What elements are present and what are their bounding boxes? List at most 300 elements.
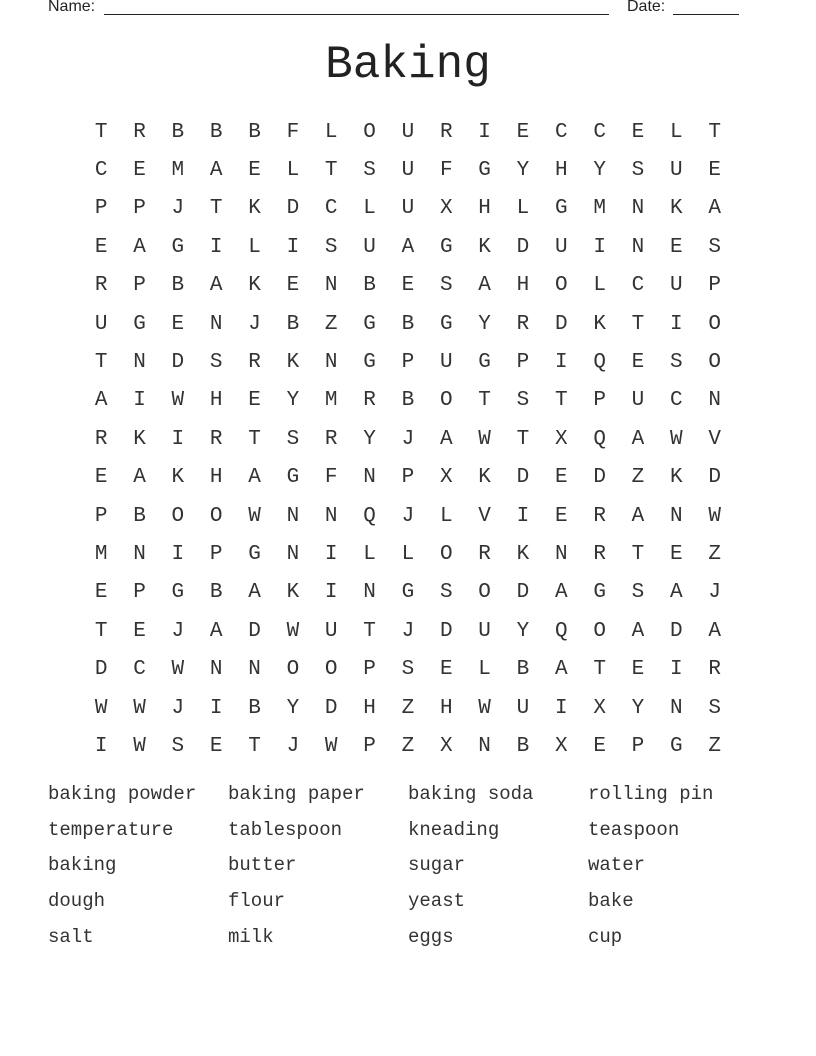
grid-letter[interactable]: Y: [363, 427, 376, 451]
grid-letter[interactable]: A: [209, 619, 223, 643]
grid-letter[interactable]: N: [631, 235, 645, 259]
grid-letter[interactable]: R: [363, 389, 376, 413]
grid-letter[interactable]: N: [133, 351, 146, 375]
grid-letter[interactable]: S: [631, 581, 645, 605]
grid-letter[interactable]: J: [401, 427, 415, 451]
grid-letter[interactable]: O: [478, 581, 491, 605]
grid-letter[interactable]: J: [248, 312, 261, 336]
grid-letter[interactable]: T: [478, 389, 491, 413]
grid-letter[interactable]: O: [593, 619, 606, 643]
grid-letter[interactable]: E: [248, 159, 261, 183]
grid-letter[interactable]: J: [708, 581, 721, 605]
grid-letter[interactable]: A: [248, 581, 261, 605]
grid-letter[interactable]: P: [133, 197, 146, 221]
grid-letter[interactable]: W: [133, 696, 146, 720]
grid-letter[interactable]: K: [286, 581, 300, 605]
grid-letter[interactable]: G: [363, 312, 376, 336]
grid-letter[interactable]: L: [670, 120, 683, 144]
grid-letter[interactable]: A: [631, 504, 645, 528]
grid-letter[interactable]: E: [133, 619, 146, 643]
grid-letter[interactable]: X: [554, 734, 568, 758]
grid-letter[interactable]: G: [554, 197, 568, 221]
grid-letter[interactable]: N: [670, 696, 683, 720]
grid-letter[interactable]: S: [516, 389, 530, 413]
grid-letter[interactable]: S: [708, 696, 721, 720]
grid-letter[interactable]: B: [209, 120, 223, 144]
grid-letter[interactable]: I: [478, 120, 491, 144]
grid-letter[interactable]: L: [324, 120, 338, 144]
grid-letter[interactable]: A: [554, 581, 568, 605]
grid-letter[interactable]: P: [133, 581, 146, 605]
grid-letter[interactable]: M: [324, 389, 338, 413]
grid-letter[interactable]: D: [554, 312, 568, 336]
grid-row: [82, 535, 734, 573]
grid-letter[interactable]: M: [94, 542, 108, 566]
grid-letter[interactable]: D: [516, 466, 530, 490]
grid-letter[interactable]: C: [554, 120, 568, 144]
grid-letter[interactable]: T: [94, 120, 108, 144]
grid-letter[interactable]: E: [554, 466, 568, 490]
grid-letter[interactable]: B: [363, 274, 376, 298]
word-list-item: flour: [228, 890, 286, 913]
grid-letter[interactable]: J: [171, 696, 185, 720]
grid-letter[interactable]: E: [133, 159, 146, 183]
grid-letter[interactable]: L: [286, 159, 300, 183]
grid-letter[interactable]: U: [439, 351, 453, 375]
grid-letter[interactable]: Q: [554, 619, 568, 643]
grid-letter[interactable]: R: [439, 120, 453, 144]
grid-letter[interactable]: A: [554, 658, 568, 682]
grid-letter[interactable]: R: [209, 427, 223, 451]
grid-letter[interactable]: N: [324, 274, 338, 298]
grid-letter[interactable]: S: [631, 159, 645, 183]
grid-letter[interactable]: D: [708, 466, 721, 490]
grid-letter[interactable]: T: [94, 351, 108, 375]
grid-letter[interactable]: U: [401, 197, 415, 221]
grid-letter[interactable]: D: [670, 619, 683, 643]
grid-letter[interactable]: S: [324, 235, 338, 259]
grid-letter[interactable]: U: [401, 159, 415, 183]
grid-letter[interactable]: N: [248, 658, 261, 682]
grid-letter[interactable]: E: [554, 504, 568, 528]
grid-letter[interactable]: G: [171, 235, 185, 259]
grid-letter[interactable]: H: [516, 274, 530, 298]
grid-letter[interactable]: L: [248, 235, 261, 259]
grid-letter[interactable]: R: [516, 312, 530, 336]
grid-letter[interactable]: N: [554, 542, 568, 566]
grid-letter[interactable]: B: [401, 389, 415, 413]
grid-letter[interactable]: I: [554, 351, 568, 375]
grid-letter[interactable]: M: [171, 159, 185, 183]
grid-letter[interactable]: K: [171, 466, 185, 490]
grid-letter[interactable]: E: [631, 351, 645, 375]
grid-letter[interactable]: N: [363, 581, 376, 605]
grid-letter[interactable]: L: [516, 197, 530, 221]
grid-letter[interactable]: X: [593, 696, 606, 720]
grid-letter[interactable]: W: [133, 734, 146, 758]
grid-letter[interactable]: O: [439, 389, 453, 413]
grid-letter[interactable]: U: [401, 120, 415, 144]
grid-letter[interactable]: A: [401, 235, 415, 259]
grid-letter[interactable]: W: [324, 734, 338, 758]
grid-letter[interactable]: G: [363, 351, 376, 375]
grid-letter[interactable]: W: [708, 504, 721, 528]
grid-letter[interactable]: V: [478, 504, 491, 528]
grid-letter[interactable]: S: [708, 235, 721, 259]
grid-letter[interactable]: A: [708, 197, 721, 221]
grid-letter[interactable]: W: [171, 389, 185, 413]
grid-letter[interactable]: C: [631, 274, 645, 298]
grid-letter[interactable]: L: [401, 542, 415, 566]
grid-letter[interactable]: E: [631, 120, 645, 144]
grid-letter[interactable]: O: [708, 312, 721, 336]
grid-letter[interactable]: B: [133, 504, 146, 528]
grid-row: [82, 727, 734, 765]
grid-letter[interactable]: Y: [478, 312, 491, 336]
grid-letter[interactable]: Y: [286, 389, 300, 413]
grid-letter[interactable]: Y: [593, 159, 606, 183]
grid-letter[interactable]: T: [209, 197, 223, 221]
grid-letter[interactable]: A: [478, 274, 491, 298]
grid-letter[interactable]: E: [670, 542, 683, 566]
grid-letter[interactable]: U: [554, 235, 568, 259]
grid-letter[interactable]: T: [363, 619, 376, 643]
grid-letter[interactable]: T: [516, 427, 530, 451]
grid-letter[interactable]: E: [171, 312, 185, 336]
grid-row: [82, 459, 734, 497]
grid-letter[interactable]: O: [439, 542, 453, 566]
grid-letter[interactable]: J: [401, 619, 415, 643]
grid-letter[interactable]: Y: [286, 696, 300, 720]
grid-letter[interactable]: C: [670, 389, 683, 413]
grid-letter[interactable]: B: [286, 312, 300, 336]
grid-letter[interactable]: D: [171, 351, 185, 375]
grid-letter[interactable]: B: [516, 734, 530, 758]
grid-letter[interactable]: Q: [593, 351, 606, 375]
grid-letter[interactable]: H: [209, 389, 223, 413]
grid-letter[interactable]: Y: [516, 619, 530, 643]
grid-letter[interactable]: T: [708, 120, 721, 144]
grid-letter[interactable]: A: [670, 581, 683, 605]
grid-letter[interactable]: N: [708, 389, 721, 413]
grid-letter[interactable]: S: [209, 351, 223, 375]
grid-letter[interactable]: W: [94, 696, 108, 720]
grid-letter[interactable]: R: [324, 427, 338, 451]
grid-letter[interactable]: I: [516, 504, 530, 528]
grid-letter[interactable]: S: [439, 581, 453, 605]
grid-letter[interactable]: K: [516, 542, 530, 566]
grid-letter[interactable]: H: [209, 466, 223, 490]
grid-letter[interactable]: E: [94, 466, 108, 490]
grid-letter[interactable]: D: [516, 581, 530, 605]
grid-letter[interactable]: T: [248, 427, 261, 451]
grid-letter[interactable]: G: [286, 466, 300, 490]
grid-letter[interactable]: I: [670, 312, 683, 336]
grid-letter[interactable]: B: [171, 120, 185, 144]
grid-letter[interactable]: I: [324, 581, 338, 605]
grid-letter[interactable]: N: [324, 351, 338, 375]
grid-letter[interactable]: P: [593, 389, 606, 413]
grid-letter[interactable]: Q: [363, 504, 376, 528]
grid-letter[interactable]: I: [324, 542, 338, 566]
grid-letter[interactable]: L: [593, 274, 606, 298]
grid-letter[interactable]: D: [593, 466, 606, 490]
grid-letter[interactable]: A: [708, 619, 721, 643]
grid-letter[interactable]: G: [439, 312, 453, 336]
grid-letter[interactable]: N: [286, 542, 300, 566]
grid-letter[interactable]: M: [593, 197, 606, 221]
grid-letter[interactable]: A: [631, 619, 645, 643]
grid-letter[interactable]: N: [286, 504, 300, 528]
grid-letter[interactable]: X: [439, 466, 453, 490]
grid-letter[interactable]: A: [209, 274, 223, 298]
grid-letter[interactable]: Z: [401, 696, 415, 720]
grid-letter[interactable]: R: [248, 351, 261, 375]
grid-letter[interactable]: A: [209, 159, 223, 183]
grid-letter[interactable]: D: [94, 658, 108, 682]
grid-letter[interactable]: I: [94, 734, 108, 758]
grid-letter[interactable]: I: [593, 235, 606, 259]
grid-letter[interactable]: X: [554, 427, 568, 451]
grid-letter[interactable]: W: [478, 696, 491, 720]
grid-letter[interactable]: G: [133, 312, 146, 336]
grid-letter[interactable]: R: [94, 427, 108, 451]
grid-letter[interactable]: C: [593, 120, 606, 144]
grid-letter[interactable]: I: [133, 389, 146, 413]
grid-letter[interactable]: I: [171, 427, 185, 451]
grid-letter[interactable]: C: [133, 658, 146, 682]
name-field-line[interactable]: [104, 0, 609, 15]
grid-letter[interactable]: L: [478, 658, 491, 682]
grid-letter[interactable]: G: [593, 581, 606, 605]
grid-letter[interactable]: E: [248, 389, 261, 413]
grid-letter[interactable]: D: [439, 619, 453, 643]
grid-letter[interactable]: O: [363, 120, 376, 144]
grid-letter[interactable]: N: [670, 504, 683, 528]
grid-letter[interactable]: P: [516, 351, 530, 375]
grid-letter[interactable]: D: [516, 235, 530, 259]
grid-letter[interactable]: E: [708, 159, 721, 183]
grid-letter[interactable]: P: [133, 274, 146, 298]
grid-letter[interactable]: U: [631, 389, 645, 413]
grid-letter[interactable]: N: [324, 504, 338, 528]
grid-letter[interactable]: E: [631, 658, 645, 682]
grid-letter[interactable]: G: [670, 734, 683, 758]
grid-letter[interactable]: N: [209, 312, 223, 336]
grid-letter[interactable]: K: [478, 466, 491, 490]
grid-letter[interactable]: E: [439, 658, 453, 682]
grid-letter[interactable]: J: [171, 197, 185, 221]
grid-letter[interactable]: C: [324, 197, 338, 221]
grid-letter[interactable]: Z: [401, 734, 415, 758]
grid-letter[interactable]: J: [401, 504, 415, 528]
grid-letter[interactable]: A: [631, 427, 645, 451]
grid-letter[interactable]: I: [670, 658, 683, 682]
grid-letter[interactable]: U: [324, 619, 338, 643]
grid-letter[interactable]: B: [401, 312, 415, 336]
grid-letter[interactable]: K: [593, 312, 606, 336]
grid-letter[interactable]: R: [133, 120, 146, 144]
grid-letter[interactable]: E: [516, 120, 530, 144]
grid-letter[interactable]: N: [209, 658, 223, 682]
grid-letter[interactable]: N: [133, 542, 146, 566]
grid-letter[interactable]: U: [670, 159, 683, 183]
grid-letter[interactable]: G: [478, 351, 491, 375]
word-list-item: bake: [588, 890, 634, 913]
grid-letter[interactable]: F: [324, 466, 338, 490]
grid-letter[interactable]: K: [670, 466, 683, 490]
grid-letter[interactable]: K: [133, 427, 146, 451]
grid-letter[interactable]: K: [478, 235, 491, 259]
grid-letter[interactable]: Y: [516, 159, 530, 183]
grid-letter[interactable]: E: [670, 235, 683, 259]
grid-letter[interactable]: Z: [324, 312, 338, 336]
grid-letter[interactable]: Z: [708, 542, 721, 566]
grid-letter[interactable]: W: [670, 427, 683, 451]
grid-letter[interactable]: P: [94, 197, 108, 221]
grid-letter[interactable]: K: [248, 274, 261, 298]
grid-letter[interactable]: P: [401, 466, 415, 490]
grid-letter[interactable]: G: [248, 542, 261, 566]
grid-letter[interactable]: Z: [631, 466, 645, 490]
grid-letter[interactable]: F: [439, 159, 453, 183]
grid-letter[interactable]: D: [324, 696, 338, 720]
grid-letter[interactable]: R: [708, 658, 721, 682]
grid-letter[interactable]: A: [439, 427, 453, 451]
grid-letter[interactable]: P: [401, 351, 415, 375]
grid-letter[interactable]: I: [171, 542, 185, 566]
grid-letter[interactable]: S: [363, 159, 376, 183]
grid-letter[interactable]: V: [708, 427, 721, 451]
grid-letter[interactable]: I: [286, 235, 300, 259]
grid-letter[interactable]: S: [439, 274, 453, 298]
grid-letter[interactable]: N: [631, 197, 645, 221]
grid-letter[interactable]: O: [171, 504, 185, 528]
grid-letter[interactable]: W: [286, 619, 300, 643]
grid-letter[interactable]: U: [516, 696, 530, 720]
grid-letter[interactable]: U: [670, 274, 683, 298]
grid-letter[interactable]: X: [439, 197, 453, 221]
grid-letter[interactable]: B: [516, 658, 530, 682]
grid-letter[interactable]: G: [478, 159, 491, 183]
grid-letter[interactable]: R: [478, 542, 491, 566]
grid-letter[interactable]: R: [94, 274, 108, 298]
grid-letter[interactable]: G: [439, 235, 453, 259]
grid-letter[interactable]: L: [363, 197, 376, 221]
grid-letter[interactable]: T: [554, 389, 568, 413]
grid-letter[interactable]: J: [171, 619, 185, 643]
grid-letter[interactable]: S: [286, 427, 300, 451]
word-list-item: baking soda: [408, 783, 534, 805]
grid-letter[interactable]: K: [248, 197, 261, 221]
grid-letter[interactable]: A: [94, 389, 108, 413]
grid-row: [82, 612, 734, 650]
grid-letter[interactable]: T: [94, 619, 108, 643]
grid-letter[interactable]: B: [248, 696, 261, 720]
grid-letter[interactable]: H: [439, 696, 453, 720]
grid-letter[interactable]: I: [554, 696, 568, 720]
grid-letter[interactable]: A: [248, 466, 261, 490]
grid-row: [82, 574, 734, 612]
grid-letter[interactable]: H: [554, 159, 568, 183]
grid-letter[interactable]: P: [363, 734, 376, 758]
grid-letter[interactable]: S: [670, 351, 683, 375]
grid-letter[interactable]: W: [478, 427, 491, 451]
grid-letter[interactable]: Z: [708, 734, 721, 758]
grid-letter[interactable]: O: [286, 658, 300, 682]
grid-letter[interactable]: B: [248, 120, 261, 144]
grid-letter[interactable]: K: [670, 197, 683, 221]
grid-letter[interactable]: Q: [593, 427, 606, 451]
grid-letter[interactable]: P: [708, 274, 721, 298]
grid-letter[interactable]: T: [631, 542, 645, 566]
grid-letter[interactable]: P: [631, 734, 645, 758]
grid-letter[interactable]: S: [401, 658, 415, 682]
grid-letter[interactable]: E: [593, 734, 606, 758]
grid-letter[interactable]: P: [363, 658, 376, 682]
grid-letter[interactable]: B: [209, 581, 223, 605]
date-field-line[interactable]: [673, 0, 739, 15]
grid-letter[interactable]: C: [94, 159, 108, 183]
grid-letter[interactable]: E: [209, 734, 223, 758]
grid-letter[interactable]: R: [593, 504, 606, 528]
grid-letter[interactable]: P: [94, 504, 108, 528]
grid-letter[interactable]: W: [248, 504, 261, 528]
grid-letter[interactable]: L: [439, 504, 453, 528]
grid-letter[interactable]: W: [171, 658, 185, 682]
grid-letter[interactable]: G: [401, 581, 415, 605]
grid-letter[interactable]: O: [324, 658, 338, 682]
grid-letter[interactable]: S: [171, 734, 185, 758]
grid-letter[interactable]: U: [94, 312, 108, 336]
grid-letter[interactable]: T: [324, 159, 338, 183]
grid-letter[interactable]: K: [286, 351, 300, 375]
grid-letter[interactable]: Y: [631, 696, 645, 720]
grid-letter[interactable]: R: [593, 542, 606, 566]
grid-letter[interactable]: I: [209, 235, 223, 259]
grid-letter[interactable]: I: [209, 696, 223, 720]
grid-letter[interactable]: F: [286, 120, 300, 144]
grid-letter[interactable]: T: [248, 734, 261, 758]
grid-letter[interactable]: E: [401, 274, 415, 298]
grid-letter[interactable]: L: [363, 542, 376, 566]
grid-letter[interactable]: X: [439, 734, 453, 758]
grid-letter[interactable]: O: [209, 504, 223, 528]
grid-letter[interactable]: D: [286, 197, 300, 221]
grid-letter[interactable]: E: [94, 235, 108, 259]
grid-letter[interactable]: J: [286, 734, 300, 758]
grid-letter[interactable]: P: [209, 542, 223, 566]
grid-letter[interactable]: O: [554, 274, 568, 298]
grid-letter[interactable]: N: [363, 466, 376, 490]
grid-letter[interactable]: D: [248, 619, 261, 643]
grid-letter[interactable]: U: [478, 619, 491, 643]
grid-letter[interactable]: N: [478, 734, 491, 758]
grid-letter[interactable]: T: [593, 658, 606, 682]
grid-letter[interactable]: U: [363, 235, 376, 259]
grid-row: [82, 228, 734, 266]
grid-letter[interactable]: A: [133, 466, 146, 490]
grid-letter[interactable]: B: [171, 274, 185, 298]
grid-letter[interactable]: T: [631, 312, 645, 336]
grid-letter[interactable]: A: [133, 235, 146, 259]
grid-letter[interactable]: G: [171, 581, 185, 605]
grid-letter[interactable]: H: [478, 197, 491, 221]
grid-letter[interactable]: H: [363, 696, 376, 720]
grid-letter[interactable]: O: [708, 351, 721, 375]
grid-letter[interactable]: E: [286, 274, 300, 298]
grid-letter[interactable]: E: [94, 581, 108, 605]
